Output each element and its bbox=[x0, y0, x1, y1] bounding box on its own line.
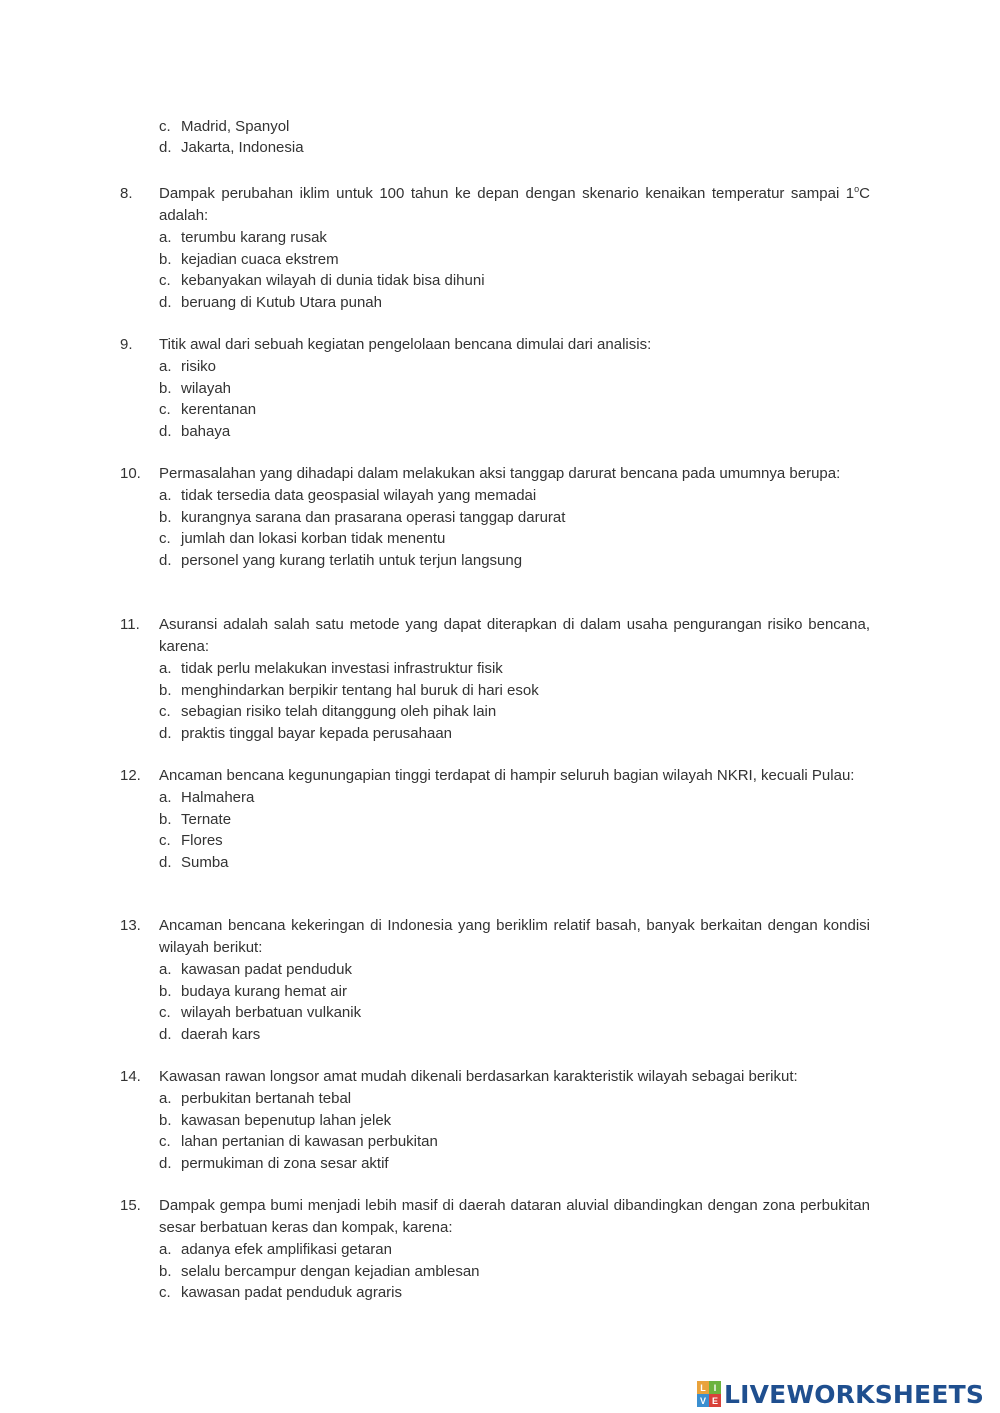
question-text: Dampak perubahan iklim untuk 100 tahun ke depan dengan skenario kenaikan temperatur sampai 1$^o$C adalah: bbox=[159, 184, 870, 224]
option-a: a. tidak perlu melakukan investasi infrastruktur fisik bbox=[159, 660, 503, 677]
option-c: c. kerentanan bbox=[159, 401, 257, 419]
question-10 bbox=[120, 463, 870, 571]
question-number: 11. bbox=[120, 616, 140, 633]
degree-superscript: o bbox=[854, 184, 860, 194]
option-d: d. permukiman di zona sesar aktif bbox=[159, 1154, 389, 1172]
question-text: Titik awal dari sebuah kegiatan pengelolaan bencana dimulai dari analisis: bbox=[159, 336, 652, 353]
option-d: d. personel yang kurang terlatih untuk terjun langsung bbox=[159, 551, 523, 569]
option-c: c. Flores bbox=[159, 832, 223, 850]
option-c: c. kebanyakan wilayah di dunia tidak bisa dihuni bbox=[159, 272, 485, 290]
option-c: c. kawasan padat penduduk agraris bbox=[159, 1284, 402, 1302]
option-list bbox=[159, 227, 870, 313]
option-letter: c. bbox=[159, 118, 171, 135]
option-c: c. sebagian risiko telah ditanggung oleh pihak lain bbox=[159, 703, 497, 721]
option-list bbox=[159, 787, 870, 873]
question-number: 8. bbox=[120, 185, 133, 202]
option-c: c. jumlah dan lokasi korban tidak menentu bbox=[159, 530, 446, 548]
option-b: b. wilayah bbox=[159, 379, 232, 397]
carryover-option-c bbox=[159, 116, 559, 138]
question-number: 13. bbox=[120, 917, 141, 934]
question-12 bbox=[120, 765, 870, 873]
option-d: d. praktis tinggal bayar kepada perusahaan bbox=[159, 724, 453, 742]
option-list bbox=[159, 959, 870, 1045]
option-c: c. wilayah berbatuan vulkanik bbox=[159, 1004, 362, 1022]
option-b: b. kawasan bepenutup lahan jelek bbox=[159, 1111, 392, 1129]
option-b: b. selalu bercampur dengan kejadian amblesan bbox=[159, 1262, 480, 1280]
option-a: a. risiko bbox=[159, 358, 217, 375]
question-text: Ancaman bencana kekeringan di Indonesia yang beriklim relatif basah, banyak berkaitan dengan kondisi wilayah berikut: bbox=[159, 917, 870, 956]
option-d: d. beruang di Kutub Utara punah bbox=[159, 293, 382, 311]
question-14 bbox=[120, 1066, 870, 1174]
option-a: a. terumbu karang rusak bbox=[159, 229, 327, 246]
option-list bbox=[159, 1239, 870, 1304]
question-number: 10. bbox=[120, 465, 141, 482]
option-c: c. lahan pertanian di kawasan perbukitan bbox=[159, 1133, 438, 1151]
option-list bbox=[159, 485, 870, 571]
option-a: a. tidak tersedia data geospasial wilayah yang memadai bbox=[159, 487, 537, 504]
option-d: d. bahaya bbox=[159, 422, 231, 440]
liveworksheets-logo[interactable] bbox=[697, 1378, 984, 1410]
logo-badge-icon: L I V E bbox=[697, 1381, 721, 1407]
option-d: d. Sumba bbox=[159, 853, 229, 871]
option-list bbox=[159, 1088, 870, 1174]
option-b: b. kurangnya sarana dan prasarana operasi tanggap darurat bbox=[159, 508, 566, 526]
question-9 bbox=[120, 334, 870, 442]
option-list bbox=[159, 356, 870, 442]
question-number: 12. bbox=[120, 767, 141, 784]
logo-wordmark: LIVEWORKSHEETS bbox=[724, 1379, 985, 1409]
question-text: Asuransi adalah salah satu metode yang dapat diterapkan di dalam usaha pengurangan risiko bencana, karena: bbox=[159, 616, 870, 655]
option-letter: d. bbox=[159, 139, 172, 156]
carryover-option-d bbox=[159, 137, 559, 159]
question-11 bbox=[120, 614, 870, 744]
option-text: Madrid, Spanyol bbox=[181, 118, 290, 135]
option-b: b. budaya kurang hemat air bbox=[159, 982, 347, 1000]
option-a: a. kawasan padat penduduk bbox=[159, 961, 352, 978]
question-13 bbox=[120, 915, 870, 1045]
option-d: d. daerah kars bbox=[159, 1025, 261, 1043]
option-a: a. adanya efek amplifikasi getaran bbox=[159, 1241, 392, 1258]
option-b: b. menghindarkan berpikir tentang hal buruk di hari esok bbox=[159, 681, 539, 699]
question-number: 9. bbox=[120, 336, 133, 353]
question-text: Ancaman bencana kegunungapian tinggi terdapat di hampir seluruh bagian wilayah NKRI, kecuali Pulau: bbox=[159, 767, 855, 784]
question-text: Kawasan rawan longsor amat mudah dikenali berdasarkan karakteristik wilayah sebagai berikut: bbox=[159, 1068, 798, 1085]
option-b: b. Ternate bbox=[159, 810, 232, 828]
question-text: Dampak gempa bumi menjadi lebih masif di daerah dataran aluvial dibandingkan dengan zona perbukitan sesar berbatuan keras dan kompak, karena: bbox=[159, 1197, 870, 1236]
question-15 bbox=[120, 1195, 870, 1304]
option-b: b. kejadian cuaca ekstrem bbox=[159, 250, 339, 268]
option-a: a. perbukitan bertanah tebal bbox=[159, 1090, 352, 1107]
question-8 bbox=[120, 183, 870, 313]
question-text: Permasalahan yang dihadapi dalam melakukan aksi tanggap darurat bencana pada umumnya berupa: bbox=[159, 465, 841, 482]
option-a: a. Halmahera bbox=[159, 789, 255, 806]
question-number: 15. bbox=[120, 1197, 141, 1214]
option-list bbox=[159, 658, 870, 744]
question-number: 14. bbox=[120, 1068, 141, 1085]
option-text: Jakarta, Indonesia bbox=[181, 139, 304, 156]
